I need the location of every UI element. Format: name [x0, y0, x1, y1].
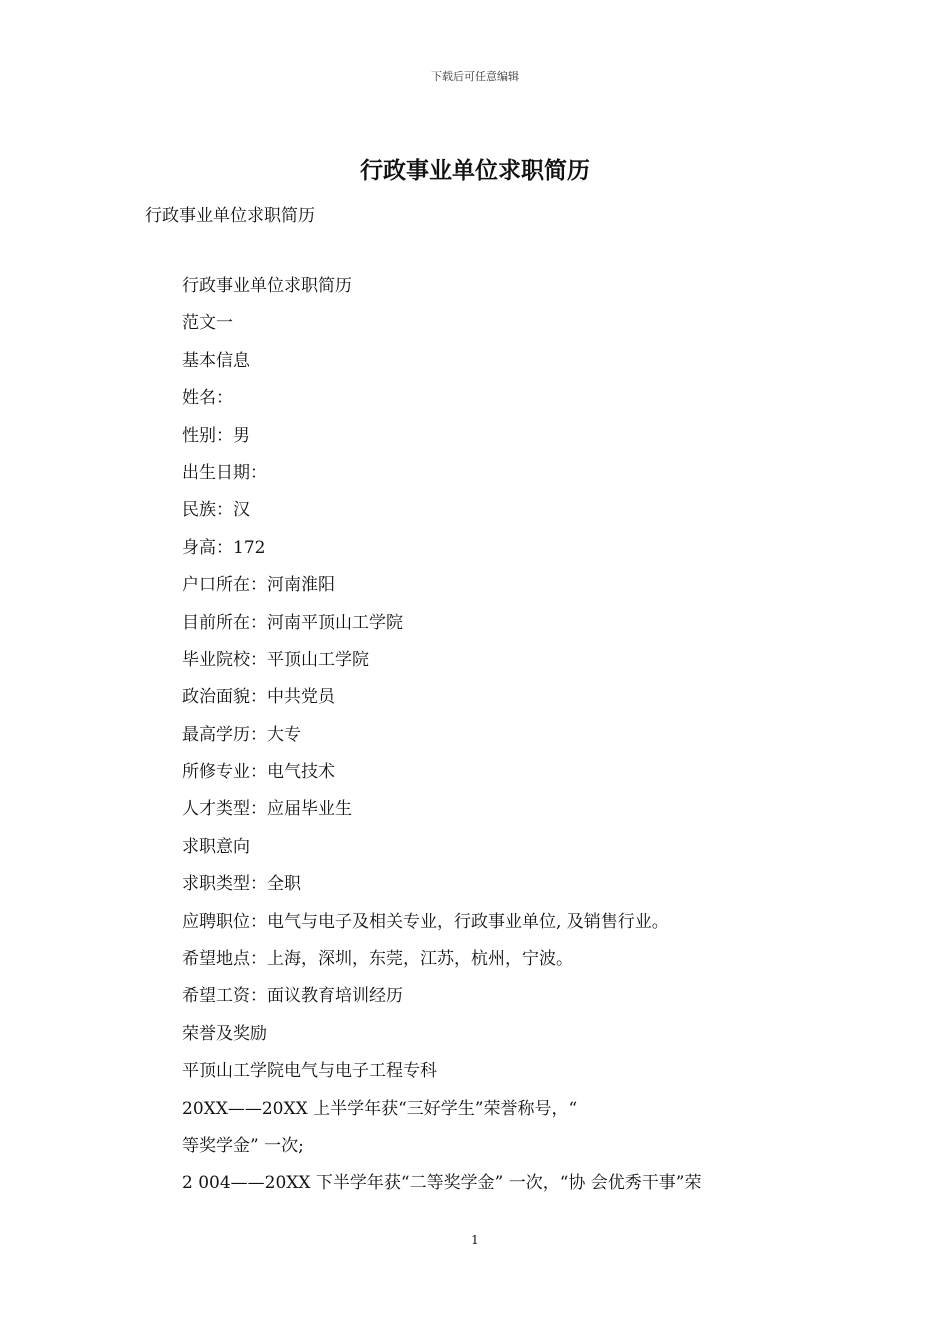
body-line: 基本信息	[182, 350, 250, 371]
body-line: 人才类型：应届毕业生	[182, 799, 352, 820]
document-subtitle: 行政事业单位求职简历	[145, 206, 315, 226]
body-text	[182, 274, 822, 1209]
header-note: 下载后可任意编辑	[431, 70, 519, 83]
body-line: 户口所在：河南淮阳	[182, 575, 335, 596]
body-line: 所修专业：电气技术	[182, 762, 335, 783]
body-line: 行政事业单位求职简历	[182, 276, 352, 296]
body-line: 毕业院校：平顶山工学院	[182, 649, 369, 670]
body-line: 目前所在：河南平顶山工学院	[182, 612, 403, 633]
body-line: 政治面貌：中共党员	[182, 687, 335, 708]
body-line: 求职意向	[182, 836, 250, 857]
body-line: 求职类型：全职	[182, 874, 301, 895]
body-line: 姓名：	[182, 388, 233, 409]
body-line: 荣誉及奖励	[182, 1023, 267, 1044]
body-line: 等奖学金” 一次;	[182, 1135, 304, 1156]
body-line: 范文一	[182, 313, 233, 334]
document-title: 行政事业单位求职简历	[360, 157, 590, 184]
body-line: 出生日期：	[182, 462, 267, 483]
body-line: 2 004——20XX 下半学年获“二等奖学金” 一次，“协 会优秀干事”荣	[182, 1173, 702, 1194]
body-line: 性别：男	[182, 425, 250, 446]
body-line: 20XX——20XX 上半学年获“三好学生”荣誉称号，“	[182, 1098, 578, 1119]
body-line: 身高：172	[182, 537, 266, 558]
body-line: 平顶山工学院电气与电子工程专科	[182, 1061, 437, 1082]
body-line: 希望地点：上海，深圳，东莞，江苏，杭州，宁波。	[182, 949, 573, 970]
page-number: 1	[471, 1233, 479, 1247]
body-line: 应聘职位：电气与电子及相关专业，行政事业单位, 及销售行业。	[182, 911, 669, 932]
body-line: 希望工资：面议教育培训经历	[182, 986, 403, 1007]
body-line: 最高学历：大专	[182, 724, 301, 745]
body-line: 民族：汉	[182, 500, 250, 521]
